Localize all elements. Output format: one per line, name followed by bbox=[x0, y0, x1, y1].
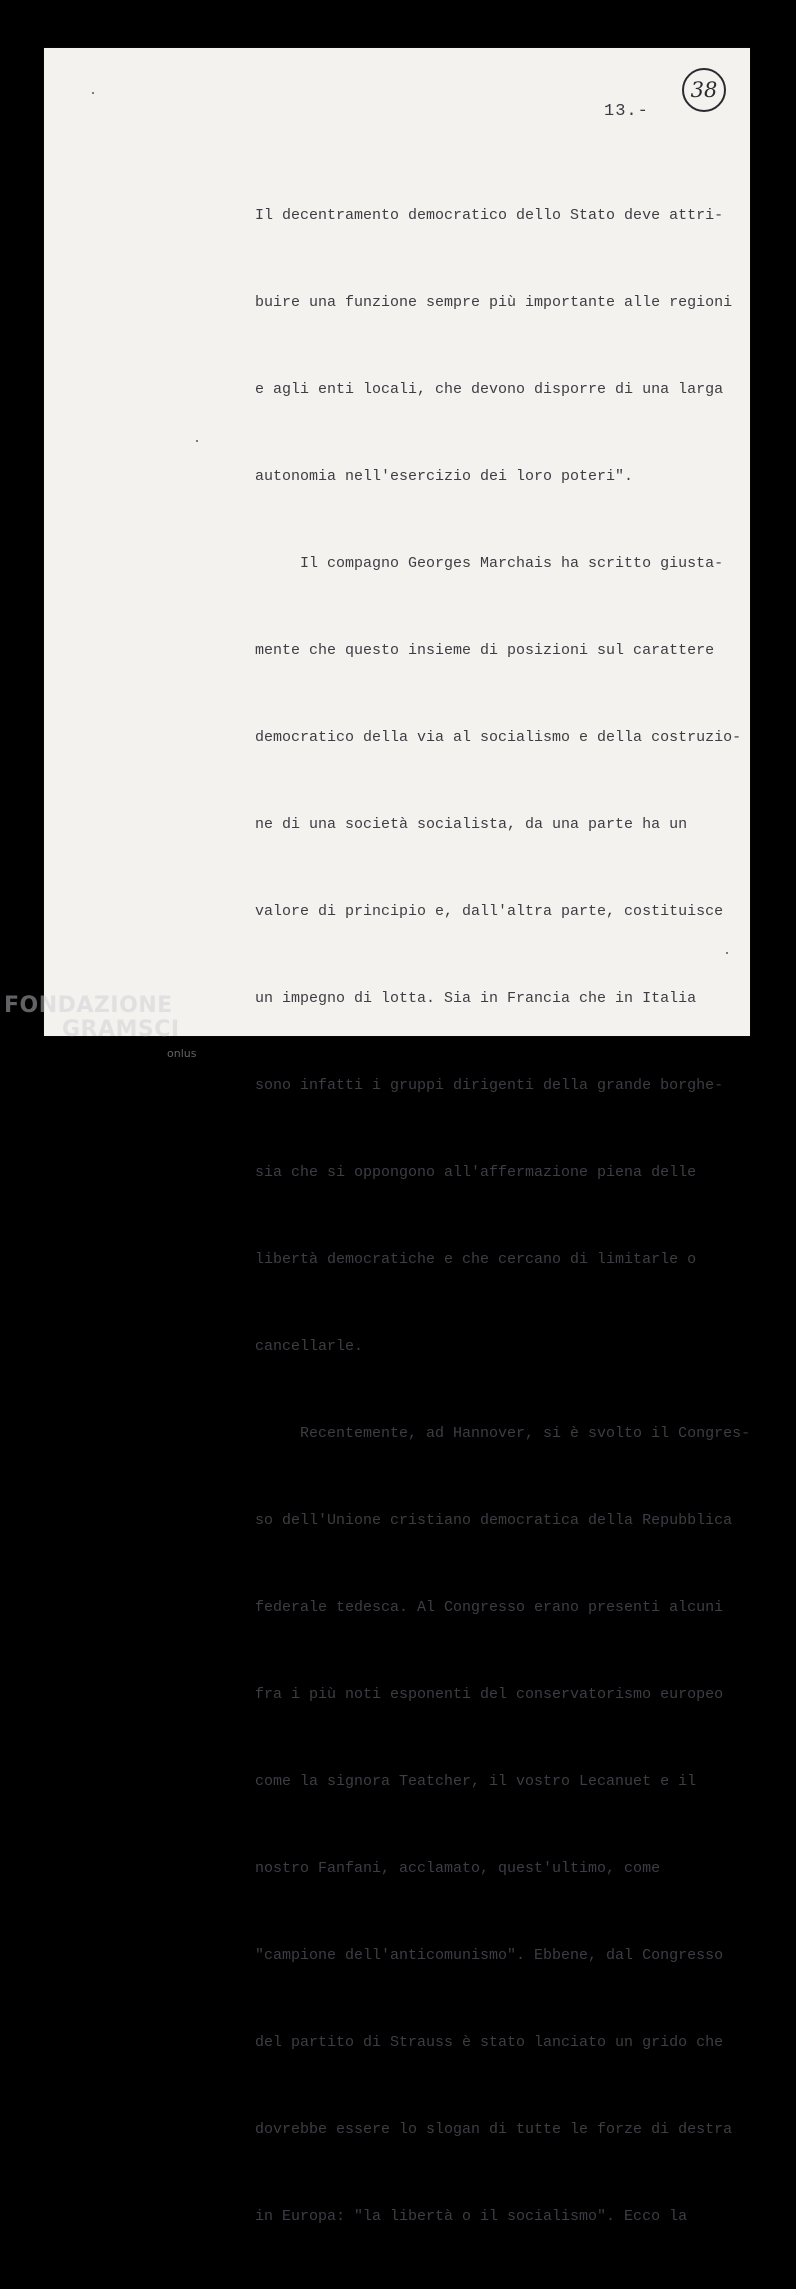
text-line: Il compagno Georges Marchais ha scritto giusta- bbox=[255, 555, 724, 572]
text-line: "campione dell'anticomunismo". Ebbene, dal Congresso bbox=[255, 1947, 724, 1964]
typed-body-text bbox=[255, 143, 751, 2289]
watermark-text: FONDAZIONE bbox=[4, 993, 173, 1018]
text-line: nostro Fanfani, acclamato, quest'ultimo, come bbox=[255, 1860, 661, 1877]
text-line: Il decentramento democratico dello Stato deve attri- bbox=[255, 207, 724, 224]
paper-speck bbox=[92, 92, 94, 94]
paper-speck bbox=[196, 440, 198, 442]
watermark-text: onlus bbox=[167, 1047, 197, 1060]
text-line: cancellarle. bbox=[255, 1338, 364, 1355]
text-line: sono infatti i gruppi dirigenti della grande borghe- bbox=[255, 1077, 724, 1094]
archive-folio-number: 38 bbox=[682, 68, 726, 112]
text-line: so dell'Unione cristiano democratica della Repubblica bbox=[255, 1512, 733, 1529]
watermark-text: GRAMSCI bbox=[62, 1017, 180, 1042]
text-line: federale tedesca. Al Congresso erano presenti alcuni bbox=[255, 1599, 724, 1616]
text-line: in Europa: "la libertà o il socialismo". Ecco la bbox=[255, 2208, 688, 2225]
foundation-watermark-logo bbox=[4, 993, 204, 1073]
page-number: 13.- bbox=[604, 102, 649, 121]
text-line: dovrebbe essere lo slogan di tutte le forze di destra bbox=[255, 2121, 733, 2138]
text-line: buire una funzione sempre più importante alle regioni bbox=[255, 294, 733, 311]
text-line: sia che si oppongono all'affermazione piena delle bbox=[255, 1164, 697, 1181]
text-line: autonomia nell'esercizio dei loro poteri". bbox=[255, 468, 634, 485]
text-line: ne di una società socialista, da una parte ha un bbox=[255, 816, 688, 833]
text-line: come la signora Teatcher, il vostro Lecanuet e il bbox=[255, 1773, 697, 1790]
text-line: valore di principio e, dall'altra parte, costituisce bbox=[255, 903, 724, 920]
text-line: democratico della via al socialismo e della costruzio- bbox=[255, 729, 742, 746]
text-line: e agli enti locali, che devono disporre di una larga bbox=[255, 381, 724, 398]
text-line: libertà democratiche e che cercano di limitarle o bbox=[255, 1251, 697, 1268]
text-line: del partito di Strauss è stato lanciato un grido che bbox=[255, 2034, 724, 2051]
text-line: fra i più noti esponenti del conservatorismo europeo bbox=[255, 1686, 724, 1703]
text-line: un impegno di lotta. Sia in Francia che in Italia bbox=[255, 990, 697, 1007]
paper-speck bbox=[726, 952, 728, 954]
text-line: Recentemente, ad Hannover, si è svolto il Congres- bbox=[255, 1425, 751, 1442]
text-line: mente che questo insieme di posizioni sul carattere bbox=[255, 642, 715, 659]
